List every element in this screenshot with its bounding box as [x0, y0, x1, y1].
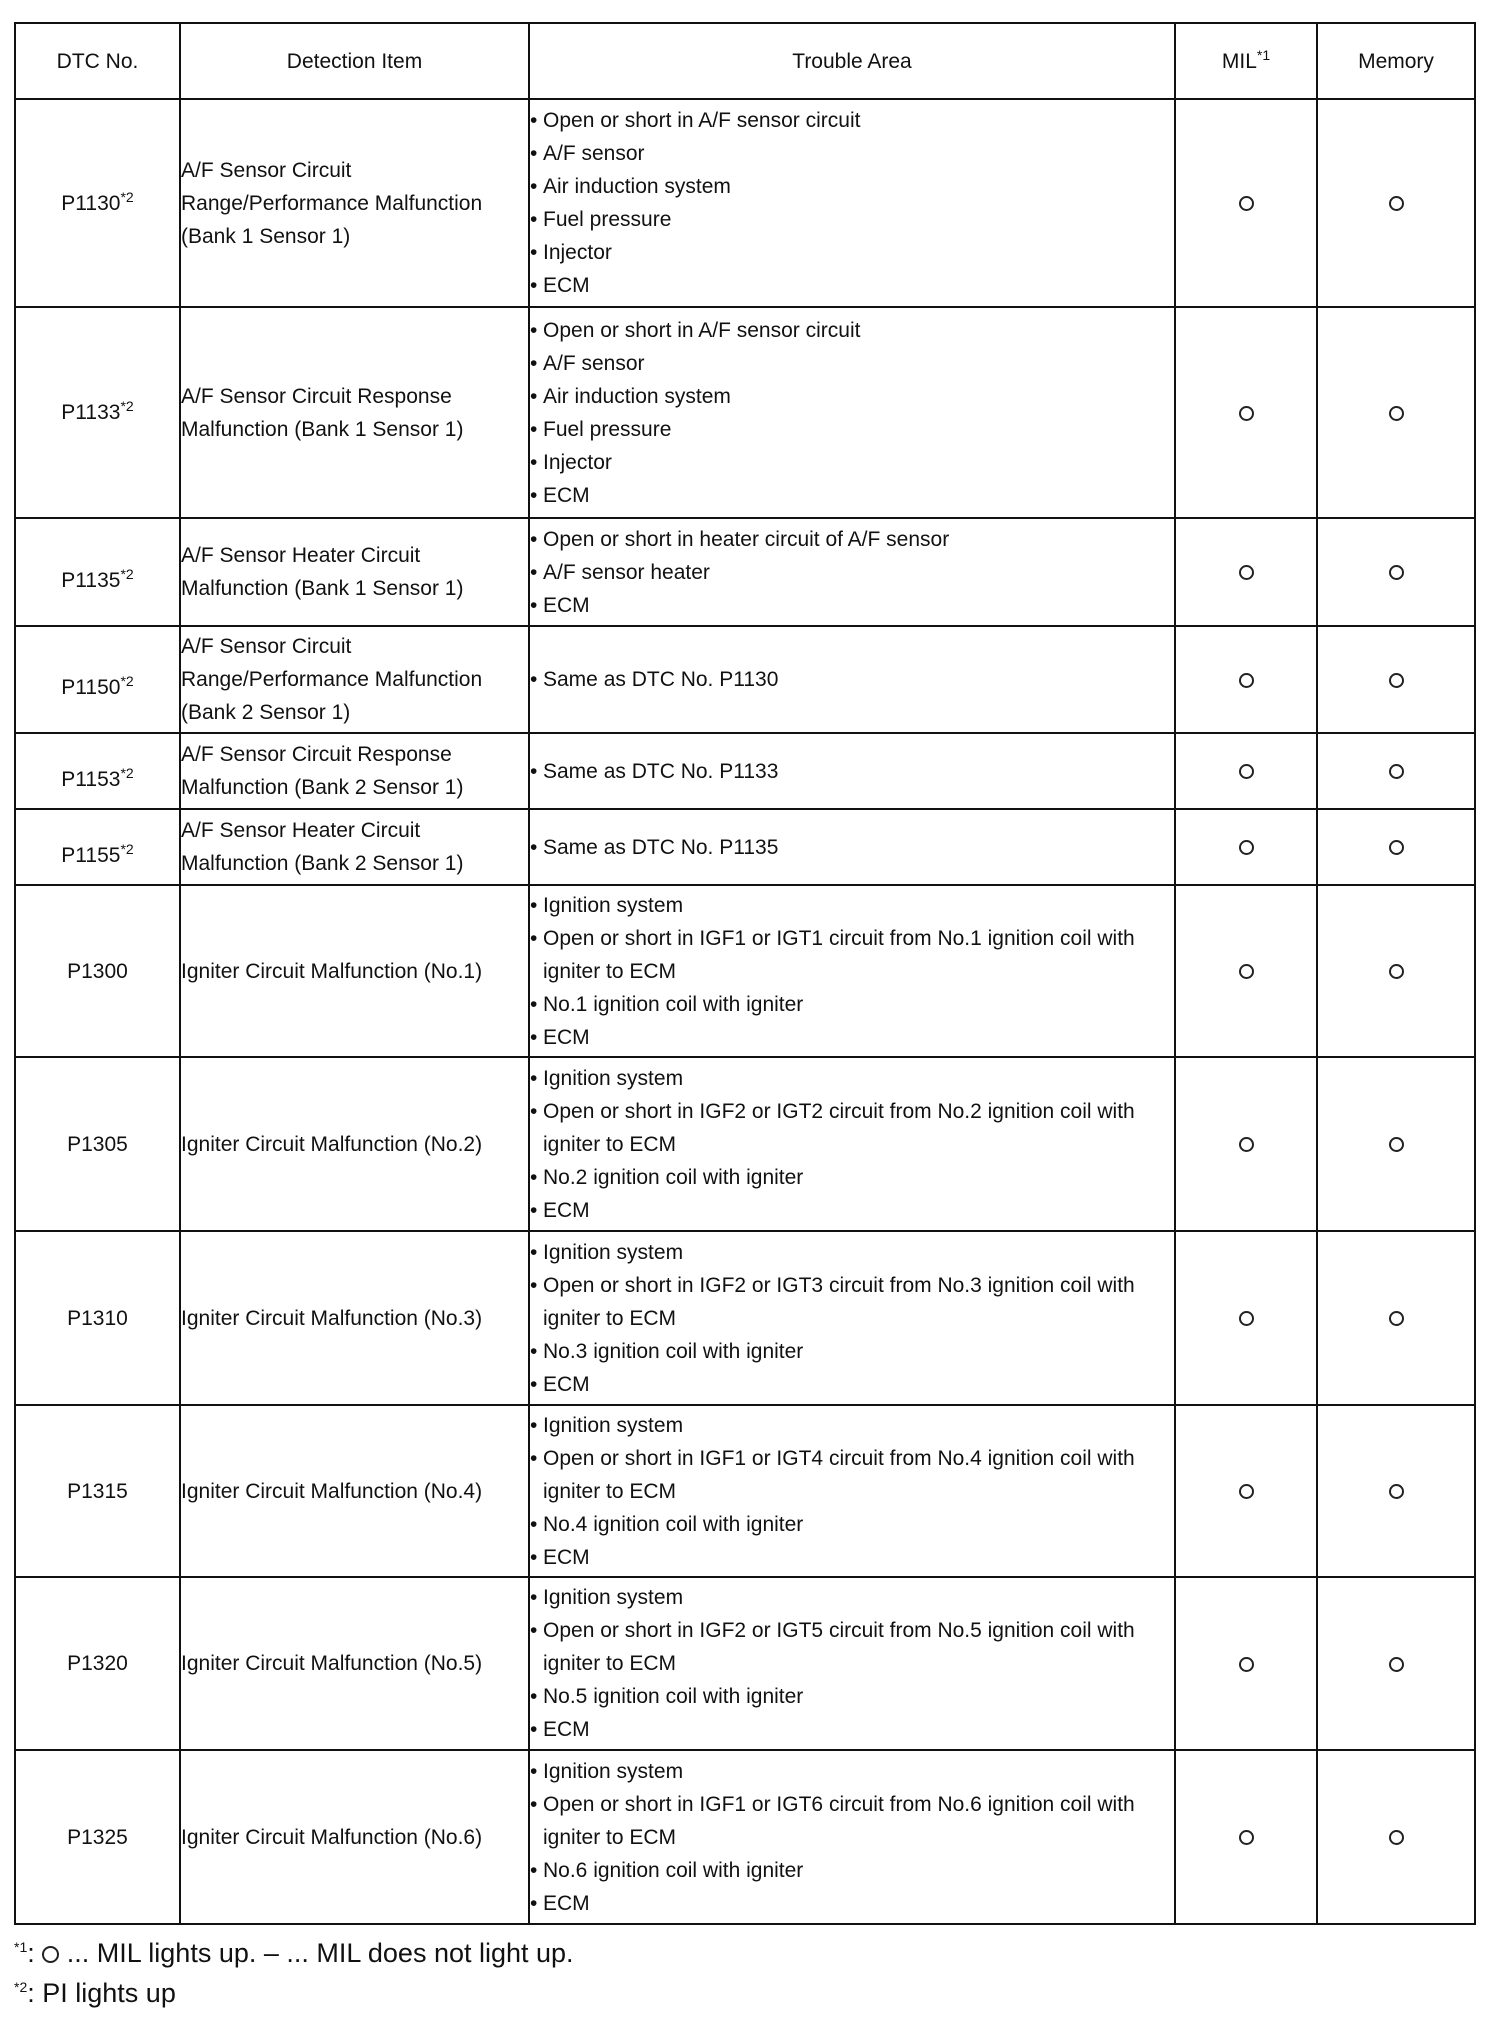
- trouble-area-cell: [529, 99, 1175, 307]
- trouble-area-cell: [529, 518, 1175, 626]
- trouble-area-item: • Ignition system: [530, 1581, 1174, 1614]
- detection-item-cell: Igniter Circuit Malfunction (No.1): [180, 885, 529, 1057]
- trouble-area-list: [530, 1755, 1174, 1920]
- footnote-2: [14, 1973, 1474, 2013]
- memory-cell: [1317, 1750, 1475, 1924]
- dtc-footnote-mark: *2: [120, 398, 134, 414]
- header-memory-label: Memory: [1358, 49, 1434, 73]
- table-row: [15, 307, 1475, 518]
- trouble-area-item: • No.2 ignition coil with igniter: [530, 1161, 1174, 1194]
- memory-cell: [1317, 1231, 1475, 1405]
- circle-symbol-icon: [1389, 1137, 1404, 1152]
- trouble-area-list: [530, 1409, 1174, 1574]
- table-body: [15, 99, 1475, 1924]
- trouble-area-list: [530, 314, 1174, 512]
- trouble-area-item: • No.6 ignition coil with igniter: [530, 1854, 1174, 1887]
- circle-symbol-icon: [42, 1946, 59, 1963]
- trouble-area-list: [530, 1062, 1174, 1227]
- trouble-area-item: • Air induction system: [530, 170, 1174, 203]
- mil-cell: [1175, 1057, 1317, 1231]
- trouble-area-cell: [529, 1750, 1175, 1924]
- dtc-footnote-mark: *2: [120, 565, 134, 582]
- dtc-code: P1320: [67, 1652, 128, 1675]
- mil-cell: [1175, 1231, 1317, 1405]
- trouble-area-item: • Fuel pressure: [530, 203, 1174, 236]
- dtc-footnote-mark: *2: [120, 764, 134, 781]
- circle-symbol-icon: [1389, 1311, 1404, 1326]
- circle-symbol-icon: [1239, 1830, 1254, 1845]
- header-trouble: [529, 23, 1175, 99]
- trouble-area-item: • A/F sensor: [530, 347, 1174, 380]
- memory-cell: [1317, 99, 1475, 307]
- trouble-area-list: [530, 104, 1174, 302]
- trouble-area-item: • Same as DTC No. P1133: [530, 755, 1174, 788]
- dtc-code: P1310: [67, 1306, 128, 1330]
- memory-cell: [1317, 1057, 1475, 1231]
- dtc-cell: [15, 733, 180, 809]
- dtc-cell: [15, 99, 180, 307]
- dtc-cell: [15, 1577, 180, 1750]
- trouble-area-item: • Ignition system: [530, 1755, 1174, 1788]
- detection-item-cell: Igniter Circuit Malfunction (No.3): [180, 1231, 529, 1405]
- mil-cell: [1175, 1405, 1317, 1577]
- trouble-area-item: • A/F sensor: [530, 137, 1174, 170]
- dtc-cell: [15, 626, 180, 733]
- circle-symbol-icon: [1239, 840, 1254, 855]
- trouble-area-list: [530, 755, 1174, 788]
- detection-item-cell: Igniter Circuit Malfunction (No.4): [180, 1405, 529, 1577]
- trouble-area-item: • ECM: [530, 589, 1174, 622]
- mil-cell: [1175, 885, 1317, 1057]
- memory-cell: [1317, 1405, 1475, 1577]
- dtc-cell: [15, 307, 180, 518]
- header-memory: [1317, 23, 1475, 99]
- dtc-code: P1153: [61, 767, 121, 791]
- trouble-area-cell: [529, 733, 1175, 809]
- footnote-1: [14, 1933, 1474, 1973]
- detection-item-cell: A/F Sensor Heater Circuit Malfunction (Bank 2 Sensor 1): [180, 809, 529, 885]
- dtc-code: P1155: [61, 843, 121, 867]
- trouble-area-item: • Injector: [530, 236, 1174, 269]
- header-mil-label: MIL: [1221, 49, 1257, 73]
- circle-symbol-icon: [1239, 1484, 1254, 1499]
- circle-symbol-icon: [1389, 673, 1404, 688]
- trouble-area-item: • ECM: [530, 1541, 1174, 1574]
- detection-item-cell: Igniter Circuit Malfunction (No.6): [180, 1750, 529, 1924]
- dtc-cell: [15, 885, 180, 1057]
- memory-cell: [1317, 733, 1475, 809]
- memory-cell: [1317, 809, 1475, 885]
- dtc-table: [14, 22, 1476, 1925]
- header-mil: [1175, 23, 1317, 99]
- trouble-area-item: • Injector: [530, 446, 1174, 479]
- dtc-code: P1150: [61, 676, 121, 699]
- dtc-footnote-mark: *2: [120, 673, 134, 689]
- mil-cell: [1175, 1750, 1317, 1924]
- trouble-area-item: • Open or short in IGF1 or IGT4 circuit from No.4 ignition coil with igniter to ECM: [530, 1442, 1174, 1508]
- trouble-area-item: • Ignition system: [530, 889, 1174, 922]
- trouble-area-item: • Open or short in heater circuit of A/F sensor: [530, 523, 1174, 556]
- table-row: [15, 1577, 1475, 1750]
- trouble-area-cell: [529, 1231, 1175, 1405]
- trouble-area-item: • ECM: [530, 1368, 1174, 1401]
- circle-symbol-icon: [1389, 1484, 1404, 1499]
- footnote-2-colon: :: [27, 1978, 35, 2008]
- table-row: [15, 518, 1475, 626]
- trouble-area-item: • Open or short in A/F sensor circuit: [530, 104, 1174, 137]
- mil-cell: [1175, 809, 1317, 885]
- footnote-2-text: PI lights up: [42, 1978, 176, 2008]
- trouble-area-item: • Open or short in IGF2 or IGT3 circuit from No.3 ignition coil with igniter to ECM: [530, 1269, 1174, 1335]
- dtc-cell: [15, 1231, 180, 1405]
- memory-cell: [1317, 626, 1475, 733]
- detection-item-cell: A/F Sensor Heater Circuit Malfunction (Bank 1 Sensor 1): [180, 518, 529, 626]
- table-row: [15, 1405, 1475, 1577]
- dtc-code: P1315: [67, 1479, 128, 1503]
- trouble-area-list: [530, 523, 1174, 622]
- document-page: [14, 22, 1474, 2013]
- header-trouble-label: Trouble Area: [792, 49, 912, 73]
- trouble-area-list: [530, 831, 1174, 864]
- mil-cell: [1175, 518, 1317, 626]
- mil-cell: [1175, 307, 1317, 518]
- trouble-area-item: • Air induction system: [530, 380, 1174, 413]
- trouble-area-cell: [529, 626, 1175, 733]
- trouble-area-cell: [529, 1057, 1175, 1231]
- footnote-1-colon: :: [27, 1938, 35, 1968]
- circle-symbol-icon: [1239, 964, 1254, 979]
- detection-item-cell: A/F Sensor Circuit Response Malfunction (Bank 2 Sensor 1): [180, 733, 529, 809]
- memory-cell: [1317, 885, 1475, 1057]
- dtc-cell: [15, 809, 180, 885]
- table-row: [15, 809, 1475, 885]
- trouble-area-item: • Fuel pressure: [530, 413, 1174, 446]
- table-row: [15, 1231, 1475, 1405]
- header-detection-label: Detection Item: [286, 49, 423, 73]
- dtc-cell: [15, 1405, 180, 1577]
- header-mil-footnote-mark: *1: [1256, 46, 1271, 63]
- dtc-code: P1305: [67, 1132, 128, 1156]
- table-row: [15, 733, 1475, 809]
- trouble-area-item: • ECM: [530, 1021, 1174, 1054]
- trouble-area-item: • No.1 ignition coil with igniter: [530, 988, 1174, 1021]
- trouble-area-list: [530, 663, 1174, 696]
- circle-symbol-icon: [1389, 964, 1404, 979]
- trouble-area-item: • No.5 ignition coil with igniter: [530, 1680, 1174, 1713]
- dtc-code: P1133: [61, 401, 121, 424]
- dtc-cell: [15, 1057, 180, 1231]
- circle-symbol-icon: [1389, 764, 1404, 779]
- trouble-area-list: [530, 889, 1174, 1054]
- detection-item-cell: A/F Sensor Circuit Range/Performance Malfunction (Bank 2 Sensor 1): [180, 626, 529, 733]
- dtc-footnote-mark: *2: [120, 840, 134, 857]
- trouble-area-item: • Open or short in IGF2 or IGT2 circuit from No.2 ignition coil with igniter to ECM: [530, 1095, 1174, 1161]
- dtc-code: P1130: [61, 191, 121, 215]
- circle-symbol-icon: [1389, 1830, 1404, 1845]
- table-row: [15, 1750, 1475, 1924]
- footnote-1-text: ... MIL lights up. – ... MIL does not light up.: [66, 1938, 574, 1968]
- trouble-area-cell: [529, 1405, 1175, 1577]
- dtc-cell: [15, 1750, 180, 1924]
- dtc-cell: [15, 518, 180, 626]
- trouble-area-item: • ECM: [530, 269, 1174, 302]
- table-row: [15, 1057, 1475, 1231]
- circle-symbol-icon: [1389, 406, 1404, 421]
- circle-symbol-icon: [1389, 1657, 1404, 1672]
- circle-symbol-icon: [1239, 565, 1254, 580]
- trouble-area-item: • Open or short in IGF1 or IGT1 circuit from No.1 ignition coil with igniter to ECM: [530, 922, 1174, 988]
- footnote-1-mark: *1: [14, 1939, 28, 1955]
- header-detection: [180, 23, 529, 99]
- circle-symbol-icon: [1239, 196, 1254, 211]
- mil-cell: [1175, 626, 1317, 733]
- trouble-area-item: • ECM: [530, 1887, 1174, 1920]
- header-dtc-label: DTC No.: [56, 49, 139, 73]
- dtc-code: P1135: [61, 568, 121, 592]
- footnote-2-mark: *2: [14, 1979, 28, 1995]
- memory-cell: [1317, 307, 1475, 518]
- detection-item-cell: A/F Sensor Circuit Range/Performance Malfunction (Bank 1 Sensor 1): [180, 99, 529, 307]
- trouble-area-item: • Same as DTC No. P1130: [530, 663, 1174, 696]
- trouble-area-cell: [529, 1577, 1175, 1750]
- dtc-code: P1300: [67, 959, 128, 983]
- trouble-area-item: • ECM: [530, 479, 1174, 512]
- table-row: [15, 885, 1475, 1057]
- header-dtc: [15, 23, 180, 99]
- circle-symbol-icon: [1239, 1311, 1254, 1326]
- circle-symbol-icon: [1389, 840, 1404, 855]
- trouble-area-item: • Open or short in IGF1 or IGT6 circuit from No.6 ignition coil with igniter to ECM: [530, 1788, 1174, 1854]
- detection-item-cell: A/F Sensor Circuit Response Malfunction (Bank 1 Sensor 1): [180, 307, 529, 518]
- detection-item-cell: Igniter Circuit Malfunction (No.2): [180, 1057, 529, 1231]
- trouble-area-list: [530, 1581, 1174, 1746]
- mil-cell: [1175, 1577, 1317, 1750]
- header-row: [15, 23, 1475, 99]
- trouble-area-list: [530, 1236, 1174, 1401]
- circle-symbol-icon: [1239, 764, 1254, 779]
- detection-item-cell: Igniter Circuit Malfunction (No.5): [180, 1577, 529, 1750]
- trouble-area-item: • Ignition system: [530, 1409, 1174, 1442]
- trouble-area-item: • Same as DTC No. P1135: [530, 831, 1174, 864]
- circle-symbol-icon: [1389, 196, 1404, 211]
- trouble-area-cell: [529, 809, 1175, 885]
- trouble-area-cell: [529, 885, 1175, 1057]
- trouble-area-item: • ECM: [530, 1194, 1174, 1227]
- circle-symbol-icon: [1239, 1657, 1254, 1672]
- table-row: [15, 99, 1475, 307]
- circle-symbol-icon: [1239, 406, 1254, 421]
- circle-symbol-icon: [1389, 565, 1404, 580]
- trouble-area-item: • No.3 ignition coil with igniter: [530, 1335, 1174, 1368]
- trouble-area-item: • Ignition system: [530, 1062, 1174, 1095]
- memory-cell: [1317, 518, 1475, 626]
- trouble-area-item: • Open or short in A/F sensor circuit: [530, 314, 1174, 347]
- mil-cell: [1175, 99, 1317, 307]
- circle-symbol-icon: [1239, 1137, 1254, 1152]
- memory-cell: [1317, 1577, 1475, 1750]
- trouble-area-item: • A/F sensor heater: [530, 556, 1174, 589]
- circle-symbol-icon: [1239, 673, 1254, 688]
- table-row: [15, 626, 1475, 733]
- trouble-area-item: • ECM: [530, 1713, 1174, 1746]
- dtc-code: P1325: [67, 1825, 128, 1849]
- dtc-footnote-mark: *2: [120, 188, 134, 205]
- footnotes: [14, 1933, 1474, 2013]
- trouble-area-item: • Ignition system: [530, 1236, 1174, 1269]
- trouble-area-cell: [529, 307, 1175, 518]
- trouble-area-item: • Open or short in IGF2 or IGT5 circuit from No.5 ignition coil with igniter to ECM: [530, 1614, 1174, 1680]
- trouble-area-item: • No.4 ignition coil with igniter: [530, 1508, 1174, 1541]
- mil-cell: [1175, 733, 1317, 809]
